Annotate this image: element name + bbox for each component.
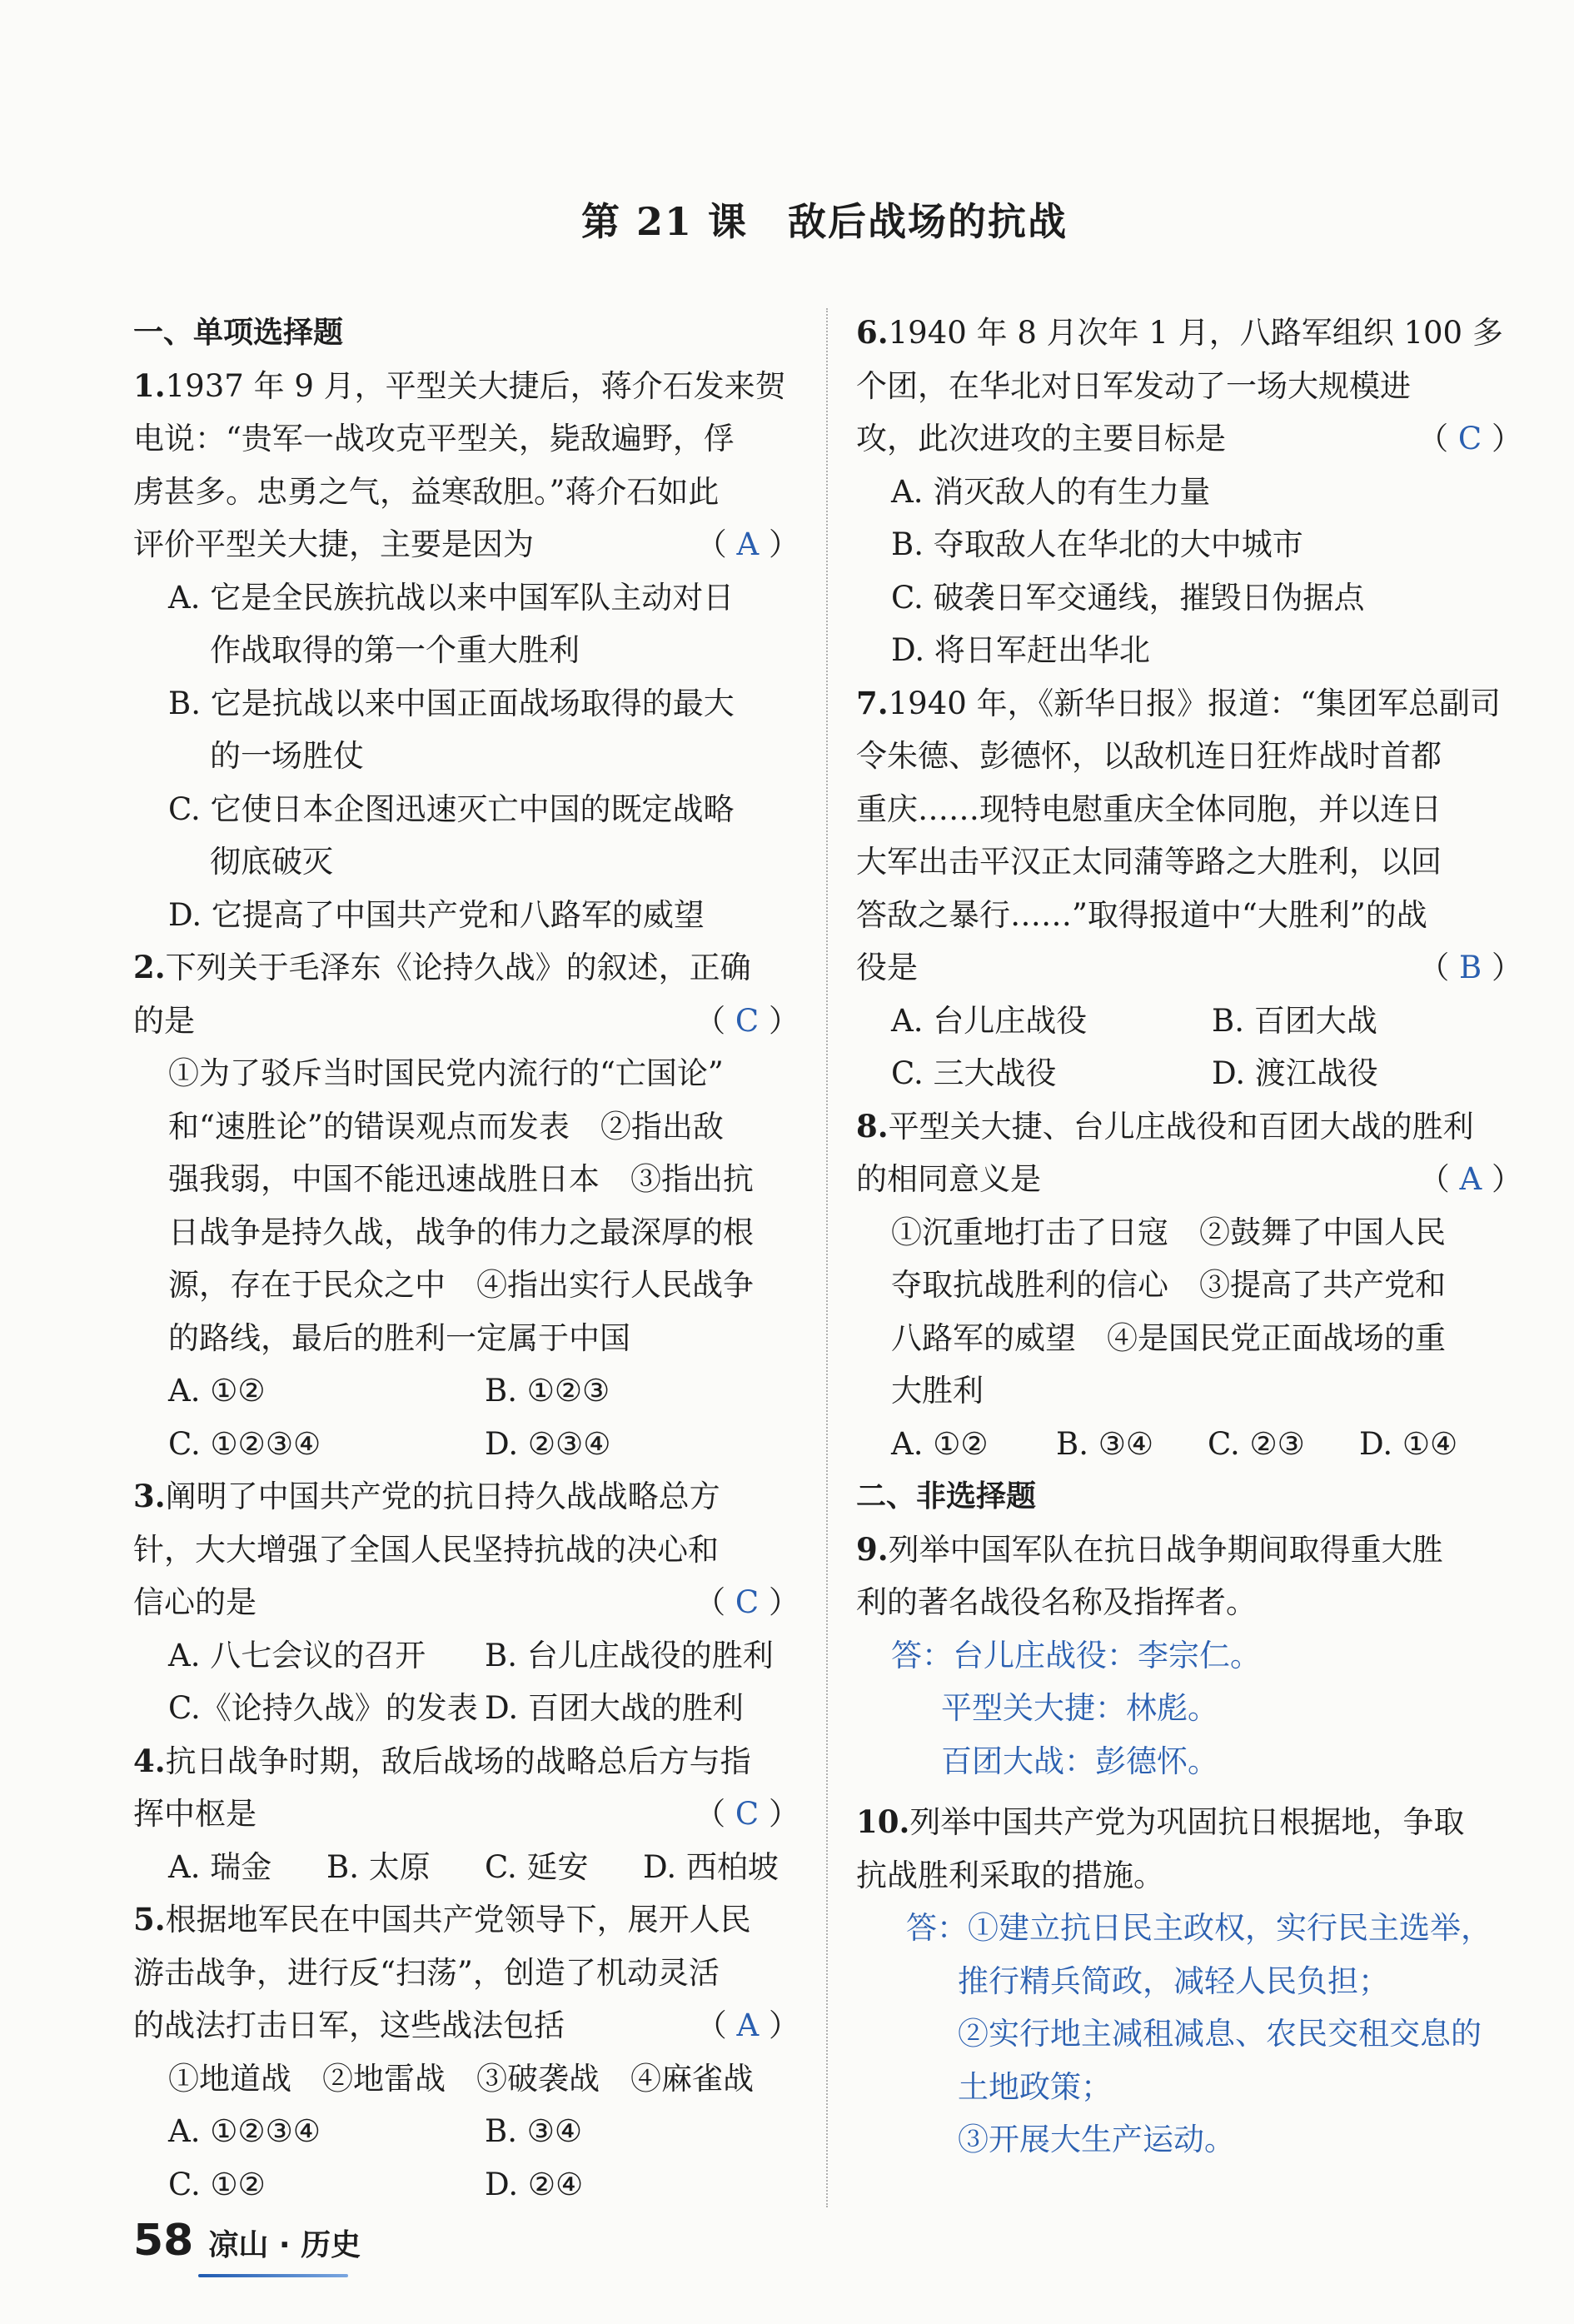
answer-bracket: （ A ） [695,526,799,562]
option-a: A. 消灭敌人的有生力量 [891,473,1211,510]
question-text: 游击战争，进行反“扫荡”，创造了机动灵活 [133,1954,720,1991]
question-10 [856,1796,1522,1902]
answer-letter: B [1459,950,1482,985]
answer-letter: A [736,2007,760,2043]
option-a: A. ①② [168,1373,266,1409]
option-d: D. 它提高了中国共产党和八路军的威望 [168,896,705,933]
answer-letter: C [735,1796,760,1832]
question-text: 利的著名战役名称及指挥者。 [856,1584,1257,1620]
question-text: 抗战胜利采取的措施。 [856,1857,1164,1893]
question-9 [856,1524,1522,1629]
option-a: A. 八七会议的召开 [168,1637,426,1673]
option-d: D. 西柏坡 [643,1848,779,1885]
question-text: 的战法打击日军，这些战法包括 [133,2007,565,2043]
lesson-title: 第 21 课 敌后战场的抗战 [580,199,1068,244]
question-number: 4. [133,1742,166,1779]
option-b: B. ③④ [485,2113,583,2149]
answer-letter: C [735,1002,760,1039]
question-text: 根据地军民在中国共产党领导下，展开人民 [165,1902,751,1937]
question-text: 1940 年，《新华日报》报道：“集团军总副司 [888,685,1501,721]
option-b: B. 夺取敌人在华北的大中城市 [891,526,1303,562]
option-row [133,1682,799,1735]
answer-9: 答：台儿庄战役：李宗仁。 平型关大捷：林彪。 百团大战：彭德怀。 [891,1637,1261,1779]
option-d: D. ②④ [485,2166,584,2202]
answer-bracket: （ C ） [695,1002,799,1039]
question-number: 3. [133,1478,166,1514]
question-text: 答敌之暴行……”取得报道中“大胜利”的战 [856,896,1427,933]
option-row [133,1841,799,1894]
question-text: 令朱德、彭德怀，以敌机连日狂炸战时首都 [856,738,1442,774]
option-row [856,1418,1522,1471]
statement-list: ①地道战 ②地雷战 ③破袭战 ④麻雀战 [168,2060,754,2097]
answer-letter: C [735,1584,760,1620]
option-c: C.《论持久战》的发表 [168,1690,478,1726]
option-d: D. 将日军赶出华北 [891,632,1150,668]
page-footer [133,2216,361,2266]
question-text: 平型关大捷、台儿庄战役和百团大战的胜利 [888,1108,1474,1145]
footer-underline [198,2274,348,2277]
answer-letter: A [736,526,760,562]
question-text: 评价平型关大捷，主要是因为 [133,526,534,562]
statement-list: ①沉重地打击了日寇 ②鼓舞了中国人民 夺取抗战胜利的信心 ③提高了共产党和 八路军的威望 ④是国民党正面战场的重 大胜利 [891,1214,1446,1409]
option-c: C. 三大战役 [891,1055,1057,1091]
option-d: D. ①④ [1359,1425,1458,1462]
page-number: 58 [133,2216,194,2266]
answer-bracket: （ A ） [695,2007,799,2043]
option-d: D. 渡江战役 [1212,1055,1378,1091]
left-column [133,307,799,2211]
question-text: 1937 年 9 月，平型关大捷后，蒋介石发来贺 [165,367,786,404]
answer-bracket: （ C ） [695,1796,799,1832]
question-text: 挥中枢是 [133,1796,257,1832]
book-name: 凉山 · 历史 [208,2228,361,2262]
option-b: B. ③④ [1056,1425,1154,1462]
option-c: C. ①②③④ [168,1425,321,1462]
answer-10: 答：①建立抗日民主政权，实行民主选举， 推行精兵简政，减轻人民负担； ②实行地主减租减息、农民交租交息的 土地政策； ③开展大生产运动。 [906,1910,1492,2157]
question-7 [856,677,1522,995]
question-text: 阐明了中国共产党的抗日持久战战略总方 [165,1479,720,1514]
question-number: 5. [133,1901,166,1937]
question-text: 重庆……现特电慰重庆全体同胞，并以连日 [856,790,1442,827]
question-text: 的是 [133,1002,195,1039]
answer-bracket: （ C ） [695,1584,799,1620]
option-b: B. 台儿庄战役的胜利 [485,1637,774,1673]
option-c: C. ①② [168,2166,266,2202]
question-text: 下列关于毛泽东《论持久战》的叙述，正确 [165,950,751,985]
option-b: B. ①②③ [485,1373,610,1409]
option-a: A. ①② [891,1425,989,1462]
option-a: A. 它是全民族抗战以来中国军队主动对日 作战取得的第一个重大胜利 [168,579,735,668]
option-row [133,1629,799,1683]
question-6 [856,307,1522,466]
option-row [133,2158,799,2212]
section-heading-open: 二、非选择题 [856,1479,1037,1514]
question-3 [133,1470,799,1629]
answer-bracket: （ C ） [1417,421,1522,456]
question-text: 列举中国军队在抗日战争期间取得重大胜 [888,1531,1443,1568]
answer-letter: C [1457,421,1482,456]
answer-letter: A [1459,1161,1482,1197]
option-a: A. 瑞金 [168,1848,272,1885]
question-number: 1. [133,367,166,404]
option-row [856,1047,1522,1100]
question-text: 1940 年 8 月次年 1 月，八路军组织 100 多 [888,315,1503,351]
question-text: 针，大大增强了全国人民坚持抗战的决心和 [133,1531,719,1568]
question-text: 个团，在华北对日军发动了一场大规模进 [856,367,1411,404]
option-row [133,1364,799,1418]
column-divider [826,308,828,2207]
right-column [856,307,1522,2167]
option-c: C. ②③ [1208,1425,1305,1462]
question-number: 9. [856,1530,889,1568]
question-text: 抗日战争时期，敌后战场的战略总后方与指 [165,1743,751,1779]
option-b: B. 百团大战 [1212,1002,1377,1039]
option-a: A. ①②③④ [168,2113,321,2149]
question-number: 10. [856,1803,910,1840]
question-text: 电说：“贵军一战攻克平型关，毙敌遍野，俘 [133,421,735,456]
question-text: 攻，此次进攻的主要目标是 [856,421,1226,456]
question-5 [133,1893,799,2052]
option-c: C. 延安 [485,1848,589,1885]
question-2 [133,941,799,1047]
question-number: 2. [133,949,166,985]
question-number: 8. [856,1107,889,1145]
question-8 [856,1100,1522,1206]
question-text: 役是 [856,950,918,985]
option-c: C. 破袭日军交通线，摧毁日伪据点 [891,579,1365,616]
option-c: C. 它使日本企图迅速灭亡中国的既定战略 彻底破灭 [168,790,735,880]
option-d: D. 百团大战的胜利 [485,1690,744,1726]
option-b: B. 太原 [326,1848,431,1885]
question-number: 7. [856,684,889,721]
question-text: 大军出击平汉正太同蒲等路之大胜利，以回 [856,844,1442,880]
option-b: B. 它是抗战以来中国正面战场取得的最大 的一场胜仗 [168,685,735,774]
option-d: D. ②③④ [485,1425,611,1462]
section-heading-choice: 一、单项选择题 [133,316,344,350]
statement-list: ①为了驳斥当时国民党内流行的“亡国论” 和“速胜论”的错误观点而发表 ②指出敌 强我弱，中国不能迅速战胜日本 ③指出抗 日战争是持久战，战争的伟力之最深厚的根 源，存在于民众之中 ④指出实行人民战争 的路线，最后的胜利一定属于中国 [168,1055,754,1356]
question-1 [133,360,799,571]
option-row [133,1418,799,1471]
question-4 [133,1735,799,1841]
question-text: 列举中国共产党为巩固抗日根据地，争取 [909,1804,1465,1840]
answer-bracket: （ A ） [1418,1161,1522,1197]
option-a: A. 台儿庄战役 [891,1002,1088,1039]
option-row [133,2105,799,2158]
question-text: 信心的是 [133,1584,257,1620]
option-row [856,995,1522,1048]
question-text: 虏甚多。忠勇之气，益寒敌胆。”蒋介石如此 [133,473,720,510]
question-text: 的相同意义是 [856,1161,1041,1197]
question-number: 6. [856,314,889,351]
answer-bracket: （ B ） [1418,950,1522,985]
